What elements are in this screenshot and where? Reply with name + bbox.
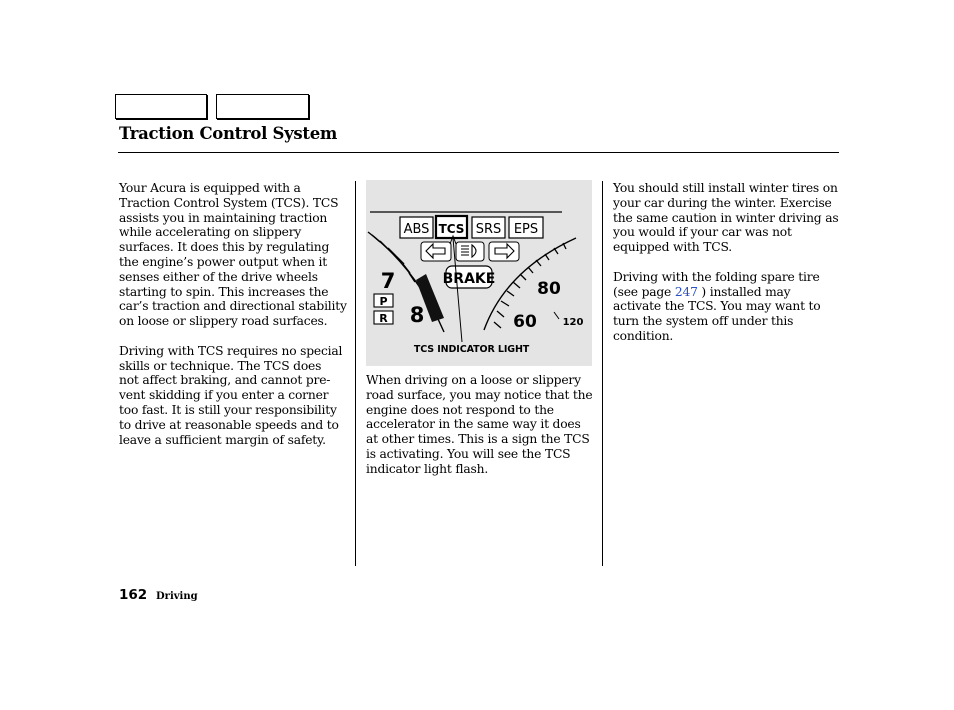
text-line: not affect braking, and cannot pre- [119,373,331,388]
speed-number-120: 120 [562,317,584,328]
column-3 [613,181,838,344]
title-divider [118,152,839,153]
high-beam-indicator [456,242,484,261]
text-line: on loose or slippery road surfaces. [119,314,328,329]
text-line: Driving with the folding spare tire [613,269,820,284]
speed-number-80: 80 [537,279,561,299]
text-line: condition. [613,328,674,343]
text-line: When driving on a loose or slippery [366,373,581,387]
section-name: Driving [156,591,198,602]
text-line: car’s traction and directional stability [119,299,347,314]
speed-number-60: 60 [513,312,537,332]
gear-p-label: P [379,295,388,308]
text-line: the engine’s power output when it [119,254,327,269]
column-2 [366,373,592,477]
gear-r-label: R [379,312,388,325]
right-turn-indicator [489,242,519,261]
text-line: Traction Control System (TCS). TCS [119,195,339,210]
text-line: starting to spin. This increases the [119,284,329,299]
text-line: senses either of the drive wheels [119,269,318,284]
figure-caption: TCS INDICATOR LIGHT [413,344,530,355]
text-line: accelerator in the same way it does [366,417,581,432]
left-turn-indicator [421,242,451,261]
text-line: leave a sufficient margin of safety. [119,432,326,447]
page-title: Traction Control System [119,124,338,143]
text-line: road surface, you may notice that the [366,387,593,402]
text-fragment: (see page [613,284,675,299]
text-line: activate the TCS. You may want to [613,299,821,314]
text-line: at other times. This is a sign the TCS [366,432,590,447]
brake-label: BRAKE [442,271,496,287]
column-divider [602,181,603,566]
text-line: the same caution in winter driving as [613,210,839,225]
text-line: is activating. You will see the TCS [366,446,571,461]
text-line: indicator light flash. [366,461,489,476]
text-line: surfaces. It does this by regulating [119,240,330,255]
tach-number-7: 7 [380,269,396,293]
page-number: 162 [119,587,148,603]
text-line: engine does not respond to the [366,402,554,417]
abs-label: ABS [403,222,430,237]
text-line: to drive at reasonable speeds and to [119,417,339,432]
tcs-indicator-figure [366,180,592,366]
instrument-cluster-illustration [366,180,592,366]
text-line: Your Acura is equipped with a [119,181,301,195]
text-line: turn the system off under this [613,314,794,329]
text-fragment: ) installed may [697,284,791,299]
eps-label: EPS [513,222,539,237]
text-line: Driving with TCS requires no special [119,343,343,358]
tcs-label: TCS [438,222,465,236]
text-line: You should still install winter tires on [613,181,838,195]
text-line: vent skidding if you enter a corner [119,388,329,403]
nav-button-previous[interactable] [115,94,207,119]
nav-button-next[interactable] [216,94,309,119]
text-line: your car during the winter. Exercise [613,195,832,210]
column-1 [119,181,347,447]
text-line: too fast. It is still your responsibility [119,402,337,417]
text-line-with-link [613,285,838,300]
text-line: skills or technique. The TCS does [119,358,322,373]
text-line: while accelerating on slippery [119,225,302,240]
tach-number-8: 8 [409,303,425,327]
column-divider [355,181,356,566]
text-line: equipped with TCS. [613,240,732,255]
text-line: you would if your car was not [613,225,792,240]
text-line: assists you in maintaining traction [119,210,328,225]
page-247-link[interactable]: 247 [674,284,698,299]
srs-label: SRS [475,222,502,237]
